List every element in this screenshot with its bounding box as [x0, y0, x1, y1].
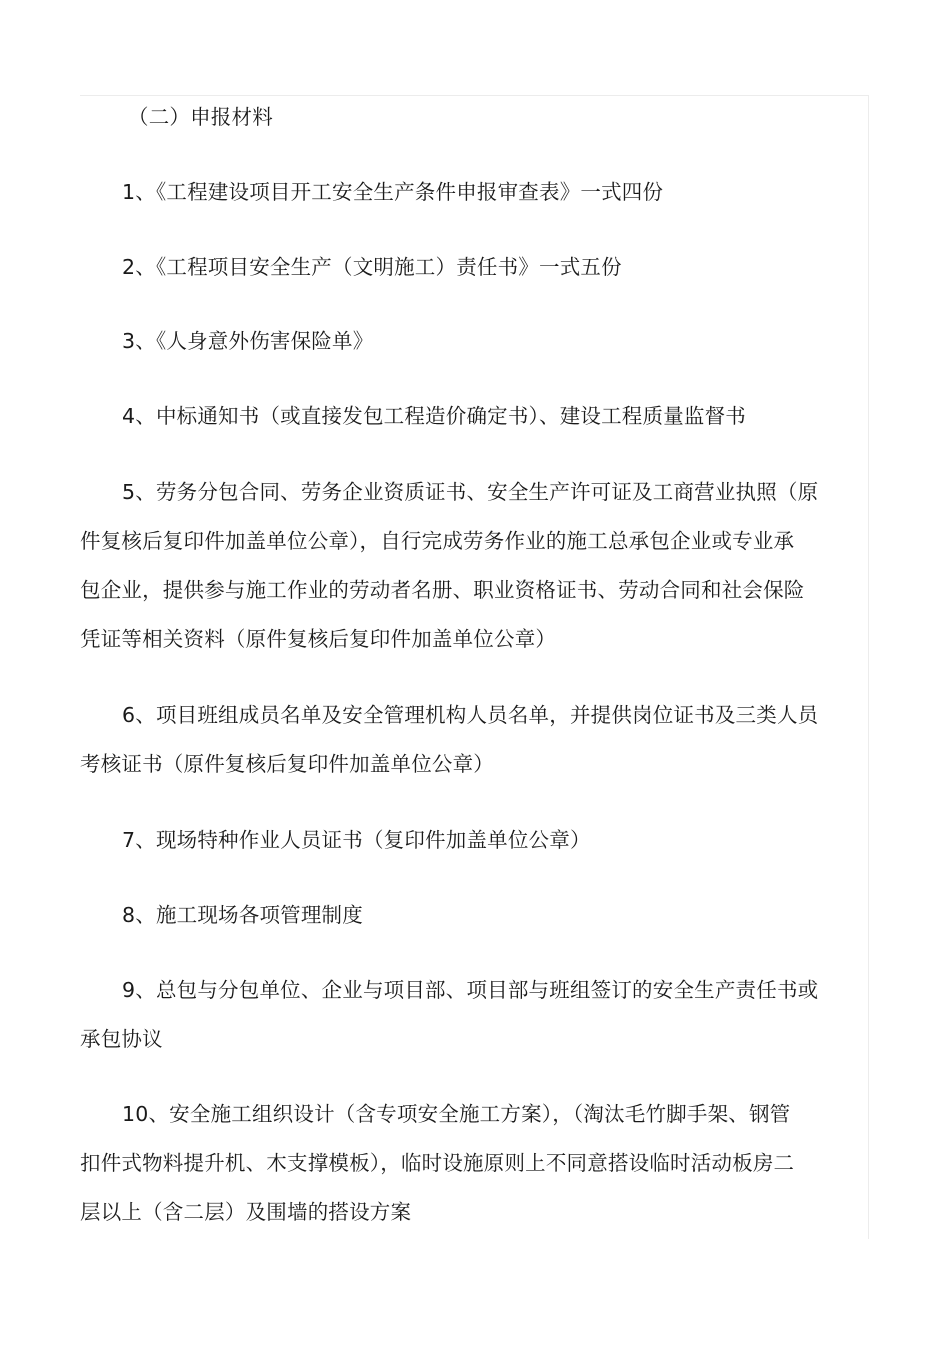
list-item-10-line-1: 10、安全施工组织设计（含专项安全施工方案），（淘汰毛竹脚手架、钢管 [122, 1102, 791, 1126]
list-item-3: 3、《人身意外伤害保险单》 [122, 329, 374, 353]
list-item-9-line-1: 9、总包与分包单位、企业与项目部、项目部与班组签订的安全生产责任书或 [122, 978, 819, 1002]
list-item-5 [80, 468, 840, 664]
list-item-8: 8、施工现场各项管理制度 [122, 903, 363, 927]
list-item-6-line-2: 考核证书（原件复核后复印件加盖单位公章） [80, 752, 494, 776]
list-item-10-line-2: 扣件式物料提升机、木支撑模板），临时设施原则上不同意搭设临时活动板房二 [80, 1151, 795, 1175]
list-item-5-line-2: 件复核后复印件加盖单位公章），自行完成劳务作业的施工总承包企业或专业承 [80, 529, 795, 553]
list-item-1: 1、《工程建设项目开工安全生产条件申报审查表》一式四份 [122, 180, 664, 204]
list-item-2: 2、《工程项目安全生产（文明施工）责任书》一式五份 [122, 255, 622, 279]
list-item-10-line-3: 层以上（含二层）及围墙的搭设方案 [80, 1200, 412, 1224]
list-item-5-line-4: 凭证等相关资料（原件复核后复印件加盖单位公章） [80, 627, 557, 651]
list-item-4: 4、中标通知书（或直接发包工程造价确定书）、建设工程质量监督书 [122, 404, 746, 428]
list-item-7: 7、现场特种作业人员证书（复印件加盖单位公章） [122, 828, 591, 852]
list-item-5-line-3: 包企业，提供参与施工作业的劳动者名册、职业资格证书、劳动合同和社会保险 [80, 578, 805, 602]
list-item-6 [80, 691, 840, 789]
list-item-10 [80, 1090, 840, 1237]
list-item-6-line-1: 6、项目班组成员名单及安全管理机构人员名单，并提供岗位证书及三类人员 [122, 703, 819, 727]
list-item-9 [80, 966, 840, 1064]
section-heading: （二）申报材料 [128, 105, 273, 129]
list-item-5-line-1: 5、劳务分包合同、劳务企业资质证书、安全生产许可证及工商营业执照（原 [122, 480, 819, 504]
list-item-9-line-2: 承包协议 [80, 1027, 163, 1051]
